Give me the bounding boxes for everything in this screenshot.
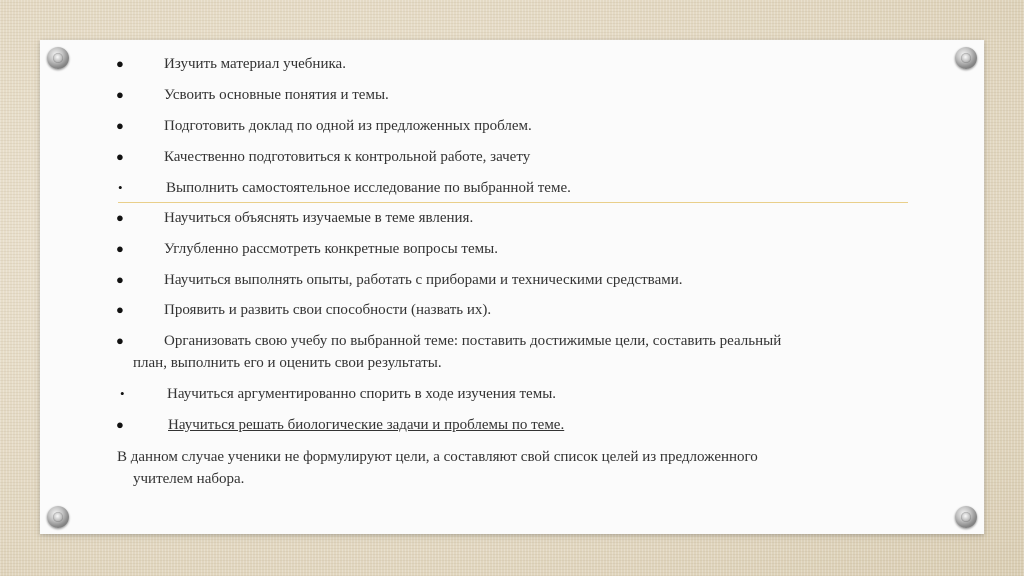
divider	[118, 202, 908, 203]
note-text: учителем набора.	[133, 471, 245, 487]
bullet-icon: ●	[116, 87, 124, 102]
list-item-text: Качественно подготовиться к контрольной работе, зачету	[164, 149, 531, 165]
bullet-icon: ●	[116, 118, 124, 133]
note-text: В данном случае ученики не формулируют цели, а составляют свой список целей из предложенного	[117, 449, 758, 465]
bullet-icon: •	[120, 386, 125, 401]
list-item-text: Организовать свою учебу по выбранной теме: поставить достижимые цели, составить реальный	[164, 333, 782, 349]
list-item-text: Проявить и развить свои способности (назвать их).	[164, 302, 492, 318]
bullet-icon: •	[118, 180, 123, 195]
pushpin-icon	[47, 47, 69, 69]
list-item-text: Научиться объяснять изучаемые в теме явления.	[164, 210, 474, 226]
list-item-text: Углубленно рассмотреть конкретные вопросы темы.	[164, 241, 498, 257]
list-item-text: план, выполнить его и оценить свои результаты.	[133, 355, 442, 371]
bullet-icon: ●	[116, 417, 124, 432]
list-item-text: Научиться выполнять опыты, работать с приборами и техническими средствами.	[164, 272, 683, 288]
list-item-text: Изучить материал учебника.	[164, 56, 346, 72]
list-item-text: Научиться аргументированно спорить в ходе изучения темы.	[167, 386, 557, 402]
bullet-icon: ●	[116, 333, 124, 348]
bullet-icon: ●	[116, 302, 124, 317]
list-item-text: Научиться решать биологические задачи и проблемы по теме.	[168, 417, 565, 433]
list-item-text: Усвоить основные понятия и темы.	[164, 87, 389, 103]
bullet-icon: ●	[116, 241, 124, 256]
bullet-icon: ●	[116, 210, 124, 225]
list-item-text: Подготовить доклад по одной из предложенных проблем.	[164, 118, 532, 134]
pushpin-icon	[955, 506, 977, 528]
bullet-icon: ●	[116, 149, 124, 164]
bullet-icon: ●	[116, 56, 124, 71]
list-item-text: Выполнить самостоятельное исследование по выбранной теме.	[166, 180, 571, 196]
pushpin-icon	[955, 47, 977, 69]
bullet-icon: ●	[116, 272, 124, 287]
pushpin-icon	[47, 506, 69, 528]
